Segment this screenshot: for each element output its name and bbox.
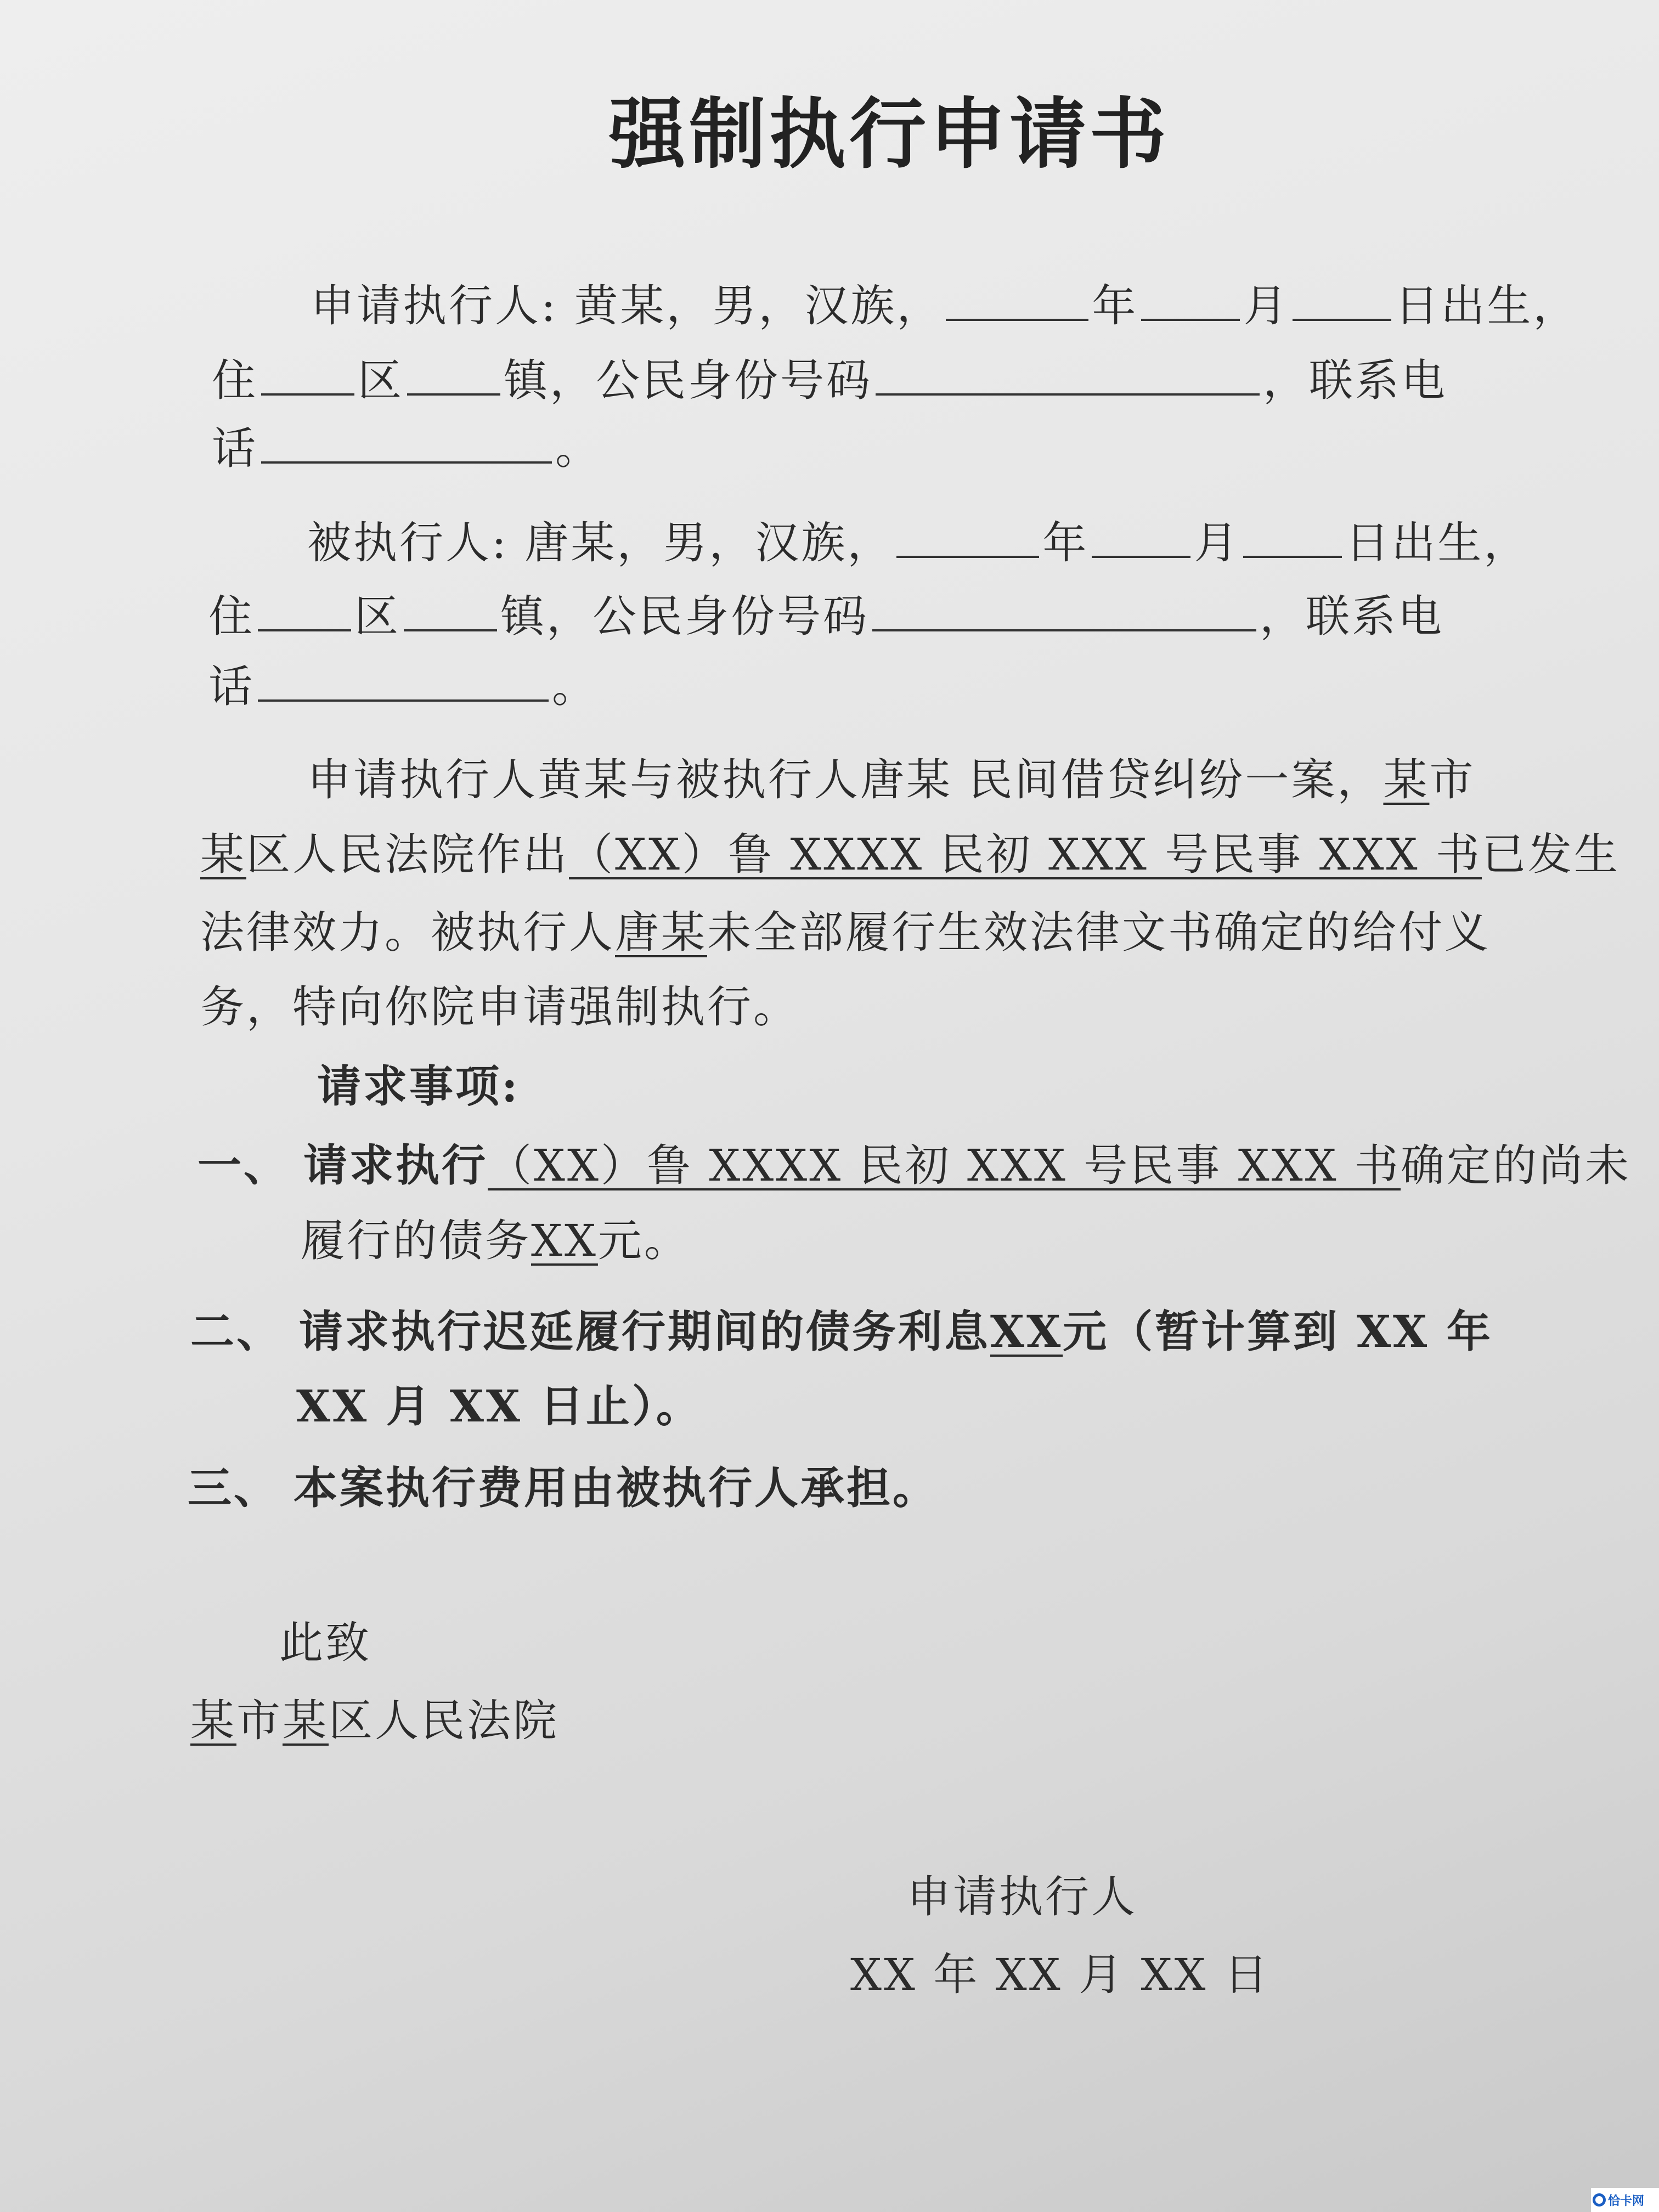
text: 已发生	[1482, 829, 1621, 880]
text: 未全部履行生效法律文书确定的给付义	[707, 907, 1491, 958]
amount: XX	[531, 1215, 598, 1266]
text: 履行的债务	[301, 1215, 531, 1266]
body-line-1	[307, 753, 1475, 808]
text: 确定的尚未	[1401, 1140, 1632, 1191]
logo-text: 恰卡网	[1608, 2194, 1645, 2208]
blank-id-number	[876, 355, 1260, 396]
text: 申请执行人黄某与被执行人唐某 民间借贷纠纷一案，	[307, 754, 1384, 805]
underlined-text: 唐某	[615, 907, 707, 958]
case-number: （XX）鲁 XXXX 民初 XXX 号民事 XXX 书	[488, 1140, 1401, 1191]
body-line-2	[200, 827, 1620, 882]
request-2-number: 二、	[190, 1306, 283, 1357]
body-line-3	[200, 905, 1491, 960]
text: 日出生，	[1395, 280, 1579, 331]
text: ，联系电	[1263, 355, 1447, 406]
underlined-text: 某	[200, 829, 246, 880]
text: 年	[1042, 517, 1089, 568]
body-line-4: 务，特向你院申请强制执行。	[200, 981, 799, 1032]
request-1-line-2	[301, 1214, 690, 1268]
request-2-line-1	[299, 1304, 1493, 1359]
blank-town	[404, 591, 497, 631]
signature-date: XX 年 XX 月 XX 日	[850, 1949, 1270, 2000]
signer-label: 申请执行人	[907, 1871, 1137, 1922]
applicant-line-1	[311, 279, 1579, 334]
underlined-text: 某	[283, 1695, 329, 1746]
request-3-number: 三、	[188, 1462, 280, 1514]
watermark-logo	[1591, 2188, 1659, 2212]
text: 区人民法院作出	[246, 829, 569, 880]
text: 。	[555, 423, 601, 474]
text: 镇，公民身份号码	[500, 591, 869, 642]
text: 市	[1429, 754, 1476, 805]
text: 话	[212, 423, 258, 474]
blank-district	[261, 355, 354, 396]
applicant-line-2	[212, 353, 1447, 408]
text: 年	[1092, 280, 1138, 331]
respondent-line-2	[208, 589, 1444, 644]
underlined-text: 某	[190, 1695, 236, 1746]
blank-month	[1141, 280, 1240, 321]
amount: XX	[990, 1306, 1063, 1357]
text: 。	[552, 661, 598, 712]
request-3-line-1: 本案执行费用由被执行人承担。	[294, 1462, 939, 1514]
blank-year	[896, 517, 1039, 558]
text: 区	[358, 355, 404, 406]
text: 元（暂计算到 XX 年	[1063, 1306, 1493, 1357]
text: 被执行人: 唐某，男，汉族，	[307, 517, 894, 568]
blank-year	[946, 280, 1088, 321]
blank-id-number	[872, 591, 1256, 631]
text: ，联系电	[1260, 591, 1444, 642]
text: 元。	[597, 1215, 690, 1266]
blank-day	[1293, 280, 1391, 321]
court-name	[190, 1694, 559, 1748]
text: 申请执行人: 黄某，男，汉族，	[311, 280, 943, 331]
text: 月	[1194, 517, 1240, 568]
text: 话	[208, 661, 255, 712]
text: 日出生，	[1345, 517, 1530, 568]
request-2-line-2: XX 月 XX 日止）。	[296, 1380, 702, 1432]
text: 区	[354, 591, 400, 642]
blank-district	[258, 591, 351, 631]
text: 月	[1243, 280, 1290, 331]
applicant-line-3	[212, 421, 601, 476]
text: 镇，公民身份号码	[504, 355, 872, 406]
request-1-line-1	[303, 1138, 1631, 1193]
text: 请求执行迟延履行期间的债务利息	[299, 1306, 990, 1357]
respondent-line-1	[307, 516, 1530, 571]
blank-town	[407, 355, 500, 396]
logo-icon	[1593, 2193, 1606, 2207]
text: 区人民法院	[329, 1695, 559, 1746]
text: 法律效力。被执行人	[200, 907, 615, 958]
closing-cizhi: 此致	[279, 1617, 371, 1668]
text: 请求执行	[303, 1139, 488, 1191]
text: 住	[208, 591, 255, 642]
case-number: （XX）鲁 XXXX 民初 XXX 号民事 XXX 书	[569, 829, 1482, 880]
blank-phone	[258, 661, 549, 702]
requests-heading: 请求事项:	[317, 1060, 520, 1112]
underlined-text: 某	[1383, 754, 1430, 805]
text: 住	[212, 355, 258, 406]
blank-phone	[261, 423, 552, 464]
respondent-line-3	[208, 659, 598, 714]
blank-day	[1243, 517, 1342, 558]
text: 市	[236, 1695, 283, 1746]
blank-month	[1092, 517, 1190, 558]
document-title: 强制执行申请书	[609, 89, 1170, 179]
request-1-number: 一、	[198, 1139, 290, 1191]
